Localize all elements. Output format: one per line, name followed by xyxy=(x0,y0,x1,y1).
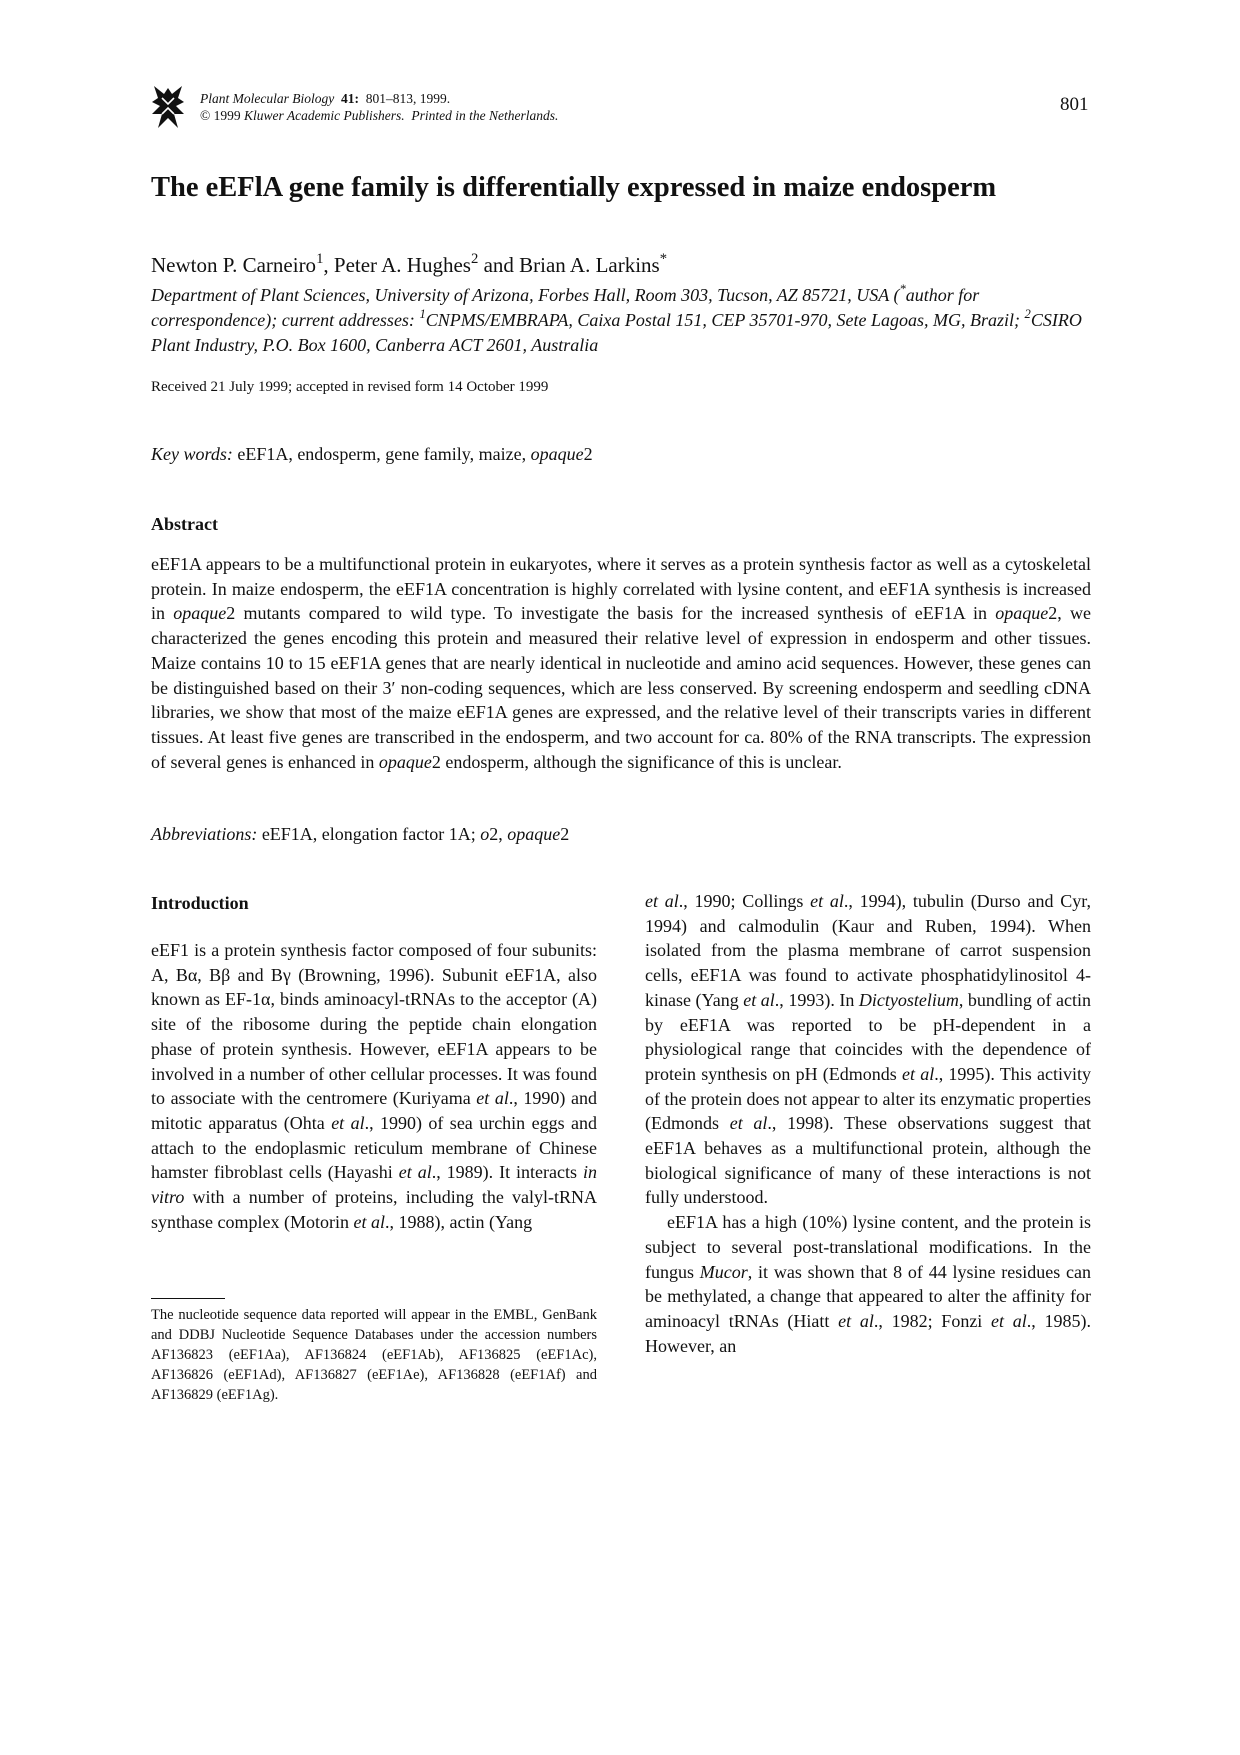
journal-pages: 801–813, 1999. xyxy=(365,91,451,106)
article-title: The eEFlA gene family is differentially expressed in maize endosperm xyxy=(151,172,997,203)
paragraph: eEF1A has a high (10%) lysine content, and the protein is subject to several post-translational modifications. In the fungus Mucor, it was shown that 8 of 44 lysine residues can be methylated, a change that appeared to alter the affinity for aminoacyl tRNAs (Hiatt et al., 1982; Fonzi et al., 1985). However, an xyxy=(645,1212,1091,1356)
author-name: Newton P. Carneiro xyxy=(151,253,317,277)
affiliation-mark: * xyxy=(899,281,906,296)
author-separator: , xyxy=(323,253,334,277)
affiliation-text: CNPMS/EMBRAPA, Caixa Postal 151, CEP 35701-970, Sete Lagoas, MG, Brazil; xyxy=(425,310,1025,330)
introduction-left-column: eEF1 is a protein synthesis factor composed of four subunits: A, Bα, Bβ and Bγ (Browning, 1996). Subunit eEF1A, also known as EF-1α, binds aminoacyl-tRNAs to the acceptor (A) site of the ribosome during the peptide chain elongation phase of protein synthesis. However, eEF1A appears to be involved in a number of other cellular processes. It was found to associate with the centromere (Kuriyama et al., 1990) and mitotic apparatus (Ohta et al., 1990) of sea urchin eggs and attach to the endoplasmic reticulum membrane of Chinese hamster fibroblast cells (Hayashi et al., 1989). It interacts in vitro with a number of proteins, including the valyl-tRNA synthase complex (Motorin et al., 1988), actin (Yang xyxy=(151,940,597,1232)
introduction-heading: Introduction xyxy=(151,893,249,913)
affiliation-mark: 1 xyxy=(419,306,426,321)
keywords xyxy=(151,444,593,465)
affiliations xyxy=(151,283,1091,358)
copyright-symbol: © xyxy=(200,108,211,123)
abbreviations-label: Abbreviations: xyxy=(151,824,258,844)
author-separator: and xyxy=(478,253,520,277)
journal-citation xyxy=(200,90,558,124)
affiliation-text: CSIRO Plant Industry, P.O. Box 1600, Canberra ACT 2601, Australia xyxy=(151,310,1082,355)
printed-note: Printed in the Netherlands. xyxy=(411,108,559,123)
author-name: Peter A. Hughes xyxy=(333,253,471,277)
footnote-rule xyxy=(151,1298,225,1299)
abstract-text: eEF1A appears to be a multifunctional protein in eukaryotes, where it serves as a protein synthesis factor as well as a cytoskeletal protein. In maize endosperm, the eEF1A concentration is highly correlated with lysine content, and eEF1A synthesis is increased in opaque2 mutants compared to wild type. To investigate the basis for the increased synthesis of eEF1A in opaque2, we characterized the genes encoding this protein and measured their relative level of expression in endosperm and other tissues. Maize contains 10 to 15 eEF1A genes that are nearly identical in nucleotide and amino acid sequences. However, these genes can be distinguished based on their 3′ non-coding sequences, which are less conserved. By screening endosperm and seedling cDNA libraries, we show that most of the maize eEF1A genes are expressed, and the relative level of their transcripts varies in different tissues. At least five genes are transcribed in the endosperm, and two account for ca. 80% of the RNA transcripts. The expression of several genes is enhanced in opaque2 endosperm, although the significance of this is unclear. xyxy=(151,554,1091,772)
author-name: Brian A. Larkins xyxy=(519,253,660,277)
author-list xyxy=(151,250,668,278)
journal-name: Plant Molecular Biology xyxy=(200,91,335,106)
abstract-heading: Abstract xyxy=(151,514,218,534)
keywords-text: 2 xyxy=(583,444,593,464)
publisher-logo-icon xyxy=(150,84,186,130)
keywords-text: opaque xyxy=(530,444,584,464)
copyright-year: 1999 xyxy=(213,108,241,123)
keywords-text: eEF1A, endosperm, gene family, maize, xyxy=(237,444,531,464)
journal-volume: 41: xyxy=(340,91,359,106)
abbreviations: Abbreviations: eEF1A, elongation factor 1A; o2, opaque2 xyxy=(151,824,570,844)
keywords-label: Key words: xyxy=(151,444,233,464)
received-dates: Received 21 July 1999; accepted in revised form 14 October 1999 xyxy=(151,379,549,395)
author-affiliation-mark: * xyxy=(659,250,668,267)
introduction-right-column xyxy=(645,889,1091,1358)
paragraph: et al., 1990; Collings et al., 1994), tubulin (Durso and Cyr, 1994) and calmodulin (Kaur and Ruben, 1994). When isolated from the plasma membrane of carrot suspension cells, eEF1A was found to activate phosphatidylinositol 4-kinase (Yang et al., 1993). In Dictyostelium, bundling of actin by eEF1A was reported to be pH-dependent in a physiological range that coincides with the dependence of protein synthesis on pH (Edmonds et al., 1995). This activity of the protein does not appear to alter its enzymatic properties (Edmonds et al., 1998). These observations suggest that eEF1A behaves as a multifunctional protein, although the biological significance of many of these interactions is not fully understood. xyxy=(645,891,1092,1208)
page-number: 801 xyxy=(1060,94,1089,115)
publisher-name: Kluwer Academic Publishers. xyxy=(244,108,405,123)
affiliation-text: author for correspondence); current addresses: xyxy=(151,285,980,330)
affiliation-text: Department of Plant Sciences, University of Arizona, Forbes Hall, Room 303, Tucson, AZ 85721, USA ( xyxy=(151,285,900,305)
author-affiliation-mark: 1 xyxy=(316,250,324,267)
author-affiliation-mark: 2 xyxy=(470,250,479,267)
affiliation-mark: 2 xyxy=(1024,306,1031,321)
footnote: The nucleotide sequence data reported will appear in the EMBL, GenBank and DDBJ Nucleotide Sequence Databases under the accession numbers AF136823 (eEF1Aa), AF136824 (eEF1Ab), AF136825 (eEF1Ac), AF136826 (eEF1Ad), AF136827 (eEF1Ae), AF136828 (eEF1Af) and AF136829 (eEF1Ag). xyxy=(151,1307,597,1403)
